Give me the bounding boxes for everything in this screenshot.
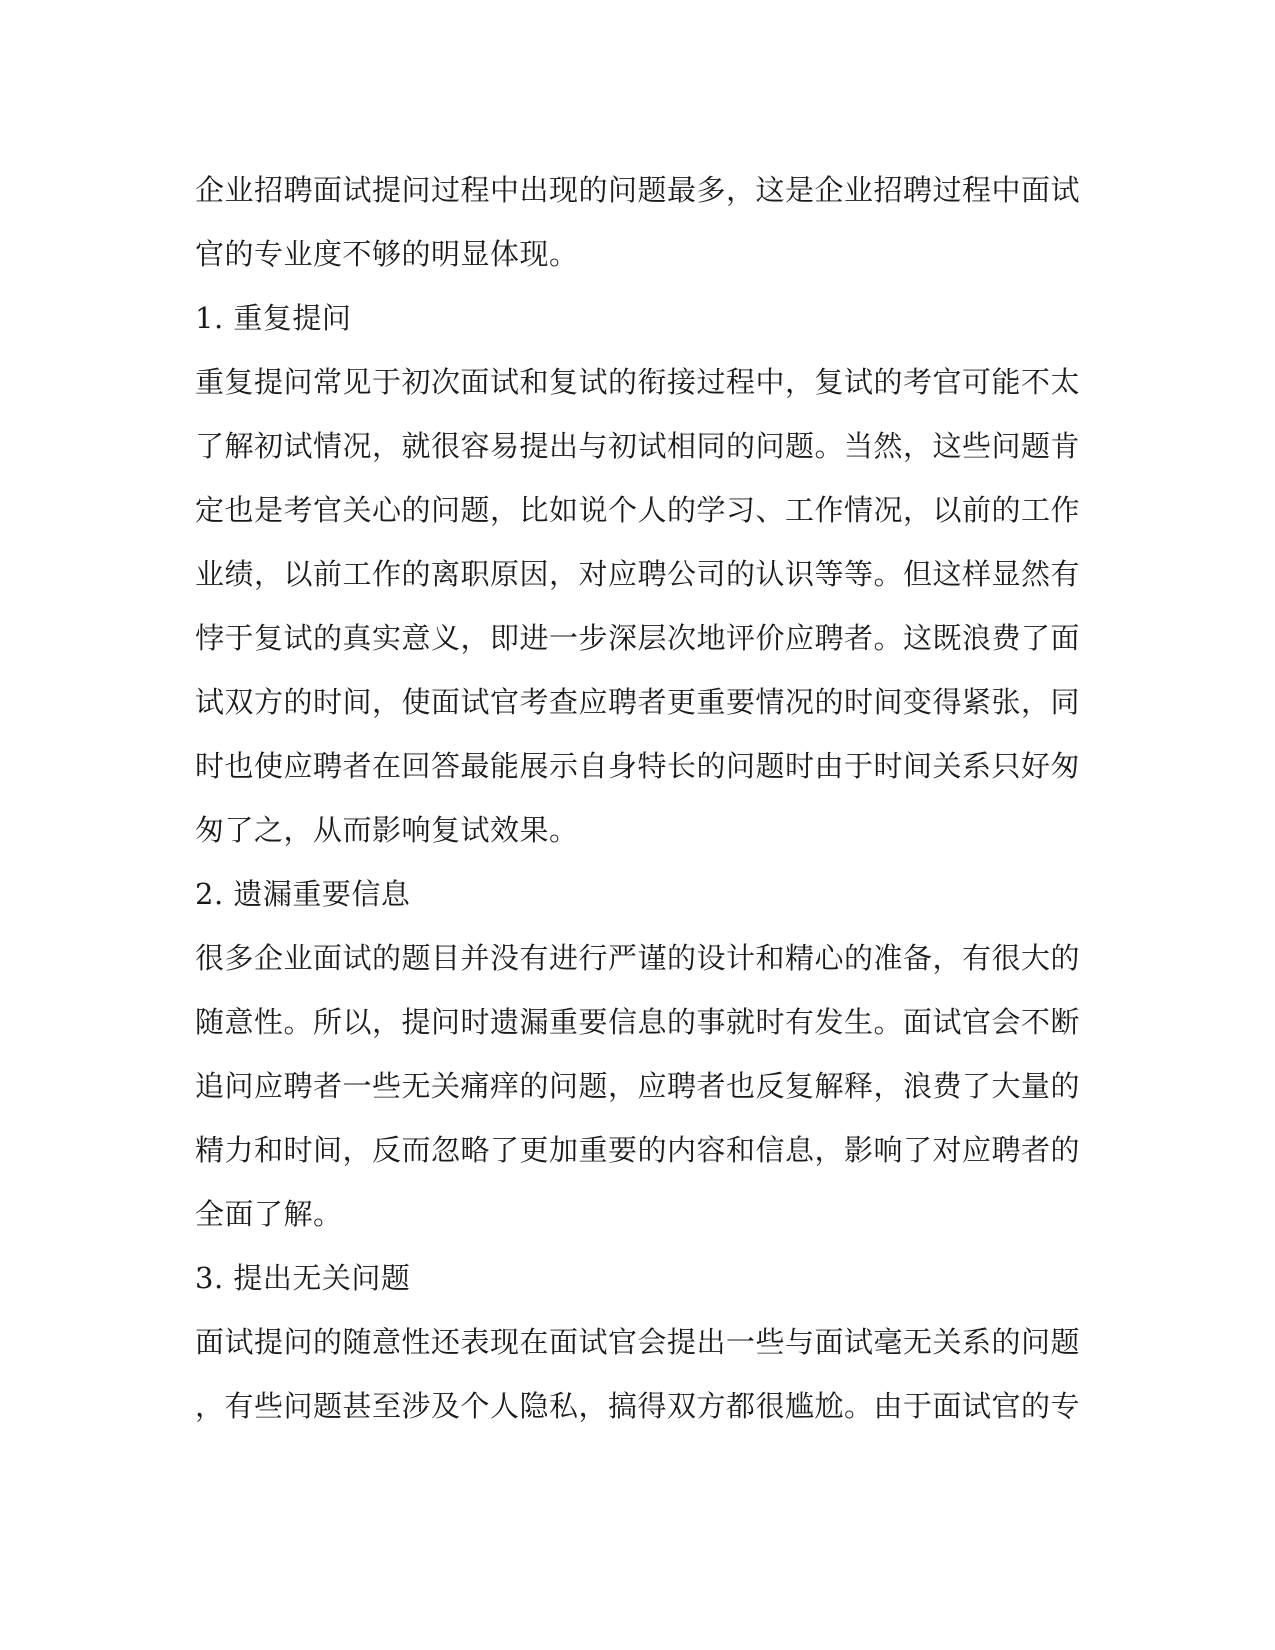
paragraph-line: 全面了解。 xyxy=(195,1197,343,1231)
paragraph-line: 业绩，以前工作的离职原因，对应聘公司的认识等等。但这样显然有 xyxy=(195,557,1081,591)
paragraph-line: 重复提问常见于初次面试和复试的衔接过程中，复试的考官可能不太 xyxy=(195,365,1081,399)
paragraph-line: 精力和时间，反而忽略了更加重要的内容和信息，影响了对应聘者的 xyxy=(195,1133,1081,1167)
paragraph-line: 追问应聘者一些无关痛痒的问题，应聘者也反复解释，浪费了大量的 xyxy=(195,1069,1081,1103)
paragraph-line: 随意性。所以，提问时遗漏重要信息的事就时有发生。面试官会不断 xyxy=(195,1005,1081,1039)
section-heading-3: 3. 提出无关问题 xyxy=(195,1261,411,1295)
paragraph-line: 悖于复试的真实意义，即进一步深层次地评价应聘者。这既浪费了面 xyxy=(195,621,1081,655)
paragraph-line: 很多企业面试的题目并没有进行严谨的设计和精心的准备，有很大的 xyxy=(195,941,1081,975)
section-heading-2: 2. 遗漏重要信息 xyxy=(195,877,411,911)
paragraph-line: 面试提问的随意性还表现在面试官会提出一些与面试毫无关系的问题 xyxy=(195,1325,1081,1359)
document-body xyxy=(195,158,1081,1438)
intro-line: 企业招聘面试提问过程中出现的问题最多，这是企业招聘过程中面试 xyxy=(195,173,1081,207)
paragraph-line: 了解初试情况，就很容易提出与初试相同的问题。当然，这些问题肯 xyxy=(195,429,1081,463)
paragraph-line: 定也是考官关心的问题，比如说个人的学习、工作情况，以前的工作 xyxy=(195,493,1081,527)
paragraph-line: 试双方的时间，使面试官考查应聘者更重要情况的时间变得紧张，同 xyxy=(195,685,1081,719)
paragraph-line: 时也使应聘者在回答最能展示自身特长的问题时由于时间关系只好匆 xyxy=(195,749,1081,783)
intro-line: 官的专业度不够的明显体现。 xyxy=(195,237,579,271)
paragraph-line: 匆了之，从而影响复试效果。 xyxy=(195,813,579,847)
paragraph-line: ，有些问题甚至涉及个人隐私，搞得双方都很尴尬。由于面试官的专 xyxy=(195,1389,1081,1423)
section-heading-1: 1. 重复提问 xyxy=(195,301,352,335)
